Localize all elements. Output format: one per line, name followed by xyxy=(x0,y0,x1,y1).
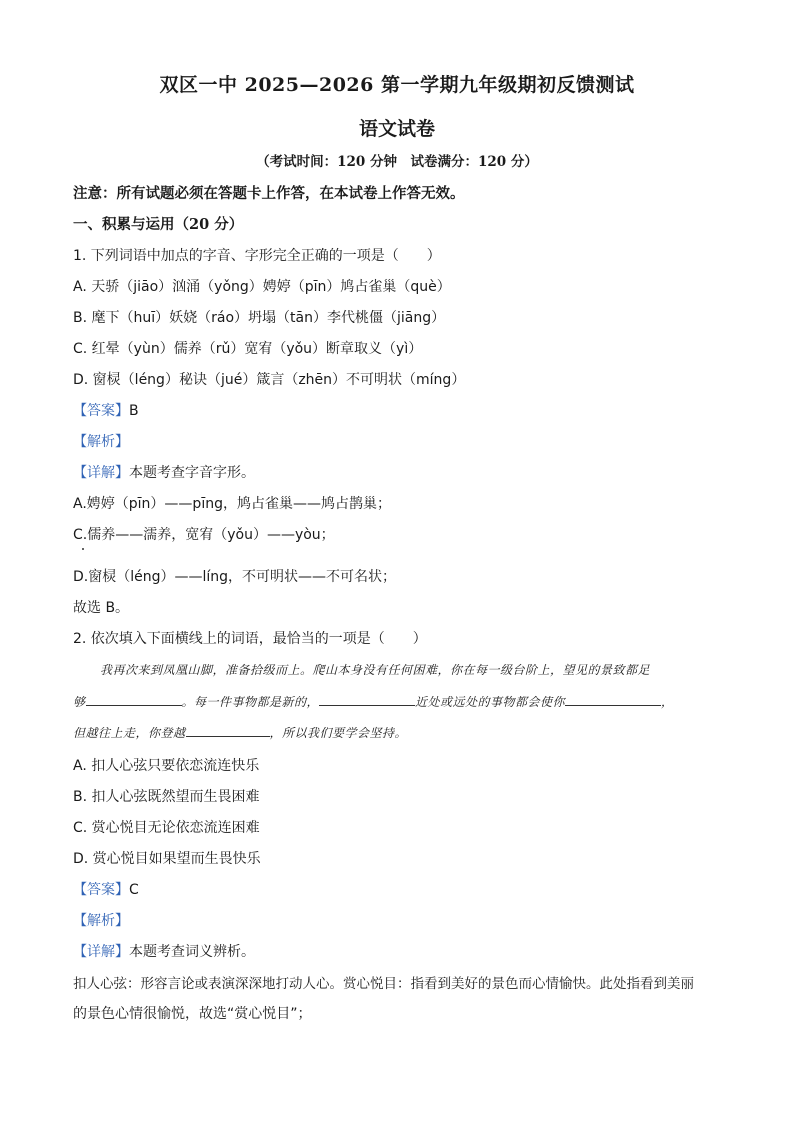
q2-analysis-label: 【解析】 xyxy=(73,913,129,929)
notice: 注意：所有试题必须在答题卡上作答，在本试卷上作答无效。 xyxy=(73,185,465,202)
q2-passage-line3 xyxy=(73,724,407,741)
q1-explanation-a: A.娉婷（pīn）——pīng，鸠占雀巢——鸠占鹊巢； xyxy=(73,496,391,512)
exam-title: 双区一中 2025—2026 第一学期九年级期初反馈测试 xyxy=(159,74,635,96)
exam-subtitle: 语文试卷 xyxy=(358,118,435,140)
q1-explanation-c: C.儒养——濡养，宽宥（yǒu）——yòu； xyxy=(73,527,335,543)
q2-option-d: D. 赏心悦目如果望而生畏快乐 xyxy=(73,851,261,867)
q2-option-b: B. 扣人心弦既然望而生畏困难 xyxy=(73,789,260,805)
answer-blank-1 xyxy=(86,693,182,706)
q1-explanation-d: D.窗棂（léng）——líng，不可明状——不可名状； xyxy=(73,569,397,585)
passage-text: 够 xyxy=(73,695,86,709)
q2-stem: 2. 依次填入下面横线上的词语，最恰当的一项是（ ） xyxy=(73,631,427,647)
q2-option-c: C. 赏心悦目无论依恋流连困难 xyxy=(73,820,260,836)
q1-detail xyxy=(73,462,255,482)
passage-text: 近处或远处的事物都会使你 xyxy=(415,695,566,709)
passage-text: 但越往上走，你登越 xyxy=(73,726,186,740)
q1-option-d: D. 窗棂（léng）秘诀（jué）箴言（zhēn）不可明状（míng） xyxy=(73,372,466,388)
q2-option-a: A. 扣人心弦只要依恋流连快乐 xyxy=(73,758,260,774)
q1-stem: 1. 下列词语中加点的字音、字形完全正确的一项是（ ） xyxy=(73,248,441,264)
q2-detail-label: 【详解】 xyxy=(73,944,129,960)
q1-option-b: B. 麾下（huī）妖娆（ráo）坍塌（tān）李代桃僵（jiāng） xyxy=(73,310,446,326)
q2-detail xyxy=(73,941,255,961)
q1-detail-text: 本题考查字音字形。 xyxy=(129,465,255,481)
q2-explanation-line1: 扣人心弦：形容言论或表演深深地打动人心。赏心悦目：指看到美好的景色而心情愉快。此处指看到美丽 xyxy=(73,976,694,992)
q2-explanation-line2: 的景色心情很愉悦，故选“赏心悦目”； xyxy=(73,1006,312,1022)
passage-text: 。每一件事物都是新的， xyxy=(181,695,320,709)
q1-answer xyxy=(73,400,139,420)
q2-passage-line1: 我再次来到凤凰山脚，准备拾级而上。爬山本身没有任何困难，你在每一级台阶上，望见的景致都足 xyxy=(100,663,651,677)
answer-blank-2 xyxy=(319,693,415,706)
answer-blank-4 xyxy=(186,724,270,737)
passage-text: ， xyxy=(661,695,674,709)
q1-option-a: A. 天骄（jiāo）汹涌（yǒng）娉婷（pīn）鸠占雀巢（què） xyxy=(73,279,451,295)
q2-answer-label: 【答案】 xyxy=(73,882,129,898)
q1-detail-label: 【详解】 xyxy=(73,465,129,481)
q2-answer-value: C xyxy=(129,882,139,898)
q2-answer xyxy=(73,879,139,899)
q2-detail-text: 本题考查词义辨析。 xyxy=(129,944,255,960)
emphasis-dot xyxy=(82,548,84,550)
q1-analysis-label: 【解析】 xyxy=(73,434,129,450)
answer-blank-3 xyxy=(565,693,661,706)
q1-answer-value: B xyxy=(129,403,139,419)
q1-conclusion: 故选 B。 xyxy=(73,600,130,616)
passage-text: ，所以我们要学会坚持。 xyxy=(269,726,408,740)
q2-passage-line2 xyxy=(73,693,674,710)
section-heading: 一、积累与运用（20 分） xyxy=(73,216,244,233)
q1-option-c: C. 红晕（yùn）儒养（rǔ）宽宥（yǒu）断章取义（yì） xyxy=(73,341,423,357)
q1-answer-label: 【答案】 xyxy=(73,403,129,419)
exam-info: （考试时间：120 分钟 试卷满分：120 分） xyxy=(256,154,538,170)
